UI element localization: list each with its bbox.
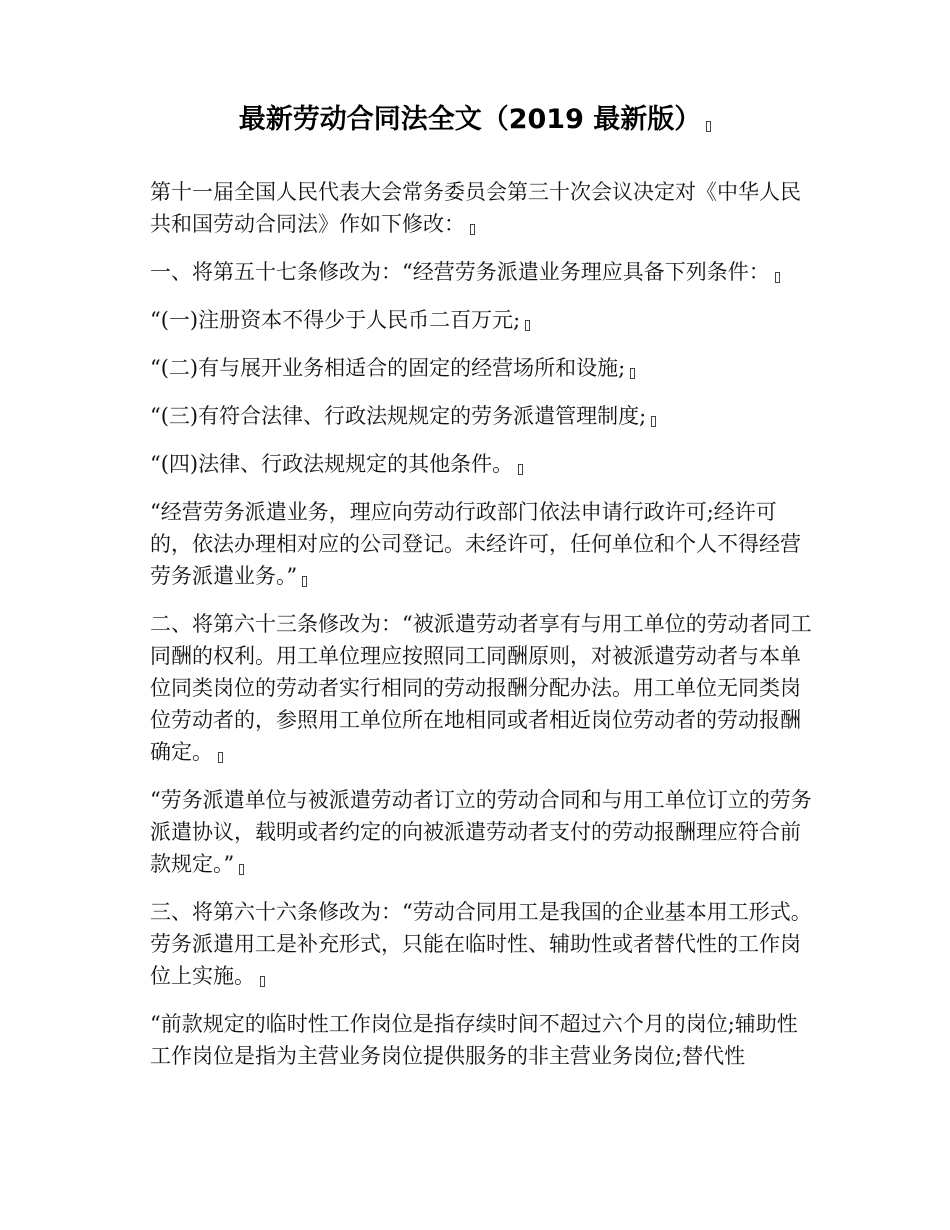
paragraph-text: “(二)有与展开业务相适合的固定的经营场所和设施; xyxy=(150,356,626,380)
paragraph-text: 一、将第五十七条修改为：“经营劳务派遣业务理应具备下列条件： xyxy=(150,260,770,284)
paragraph xyxy=(140,352,812,384)
paragraph-mark-icon xyxy=(239,864,244,875)
document-title xyxy=(0,100,950,140)
paragraph-mark-icon xyxy=(260,976,265,987)
paragraph xyxy=(140,400,812,432)
paragraph xyxy=(140,448,812,480)
paragraph xyxy=(140,176,812,240)
paragraph-mark-icon xyxy=(775,272,780,283)
paragraph-text: 三、将第六十六条修改为：“劳动合同用工是我国的企业基本用工形式。劳务派遣用工是补充形式，只能在临时性、辅助性或者替代性的工作岗位上实施。 xyxy=(150,900,812,988)
paragraph-mark-icon xyxy=(630,368,635,379)
paragraph-text: “(一)注册资本不得少于人民币二百万元; xyxy=(150,308,521,332)
paragraph xyxy=(140,256,812,288)
document-title-text: 最新劳动合同法全文（2019 最新版） xyxy=(238,104,702,135)
paragraph-mark-icon xyxy=(706,121,711,132)
paragraph xyxy=(140,784,812,880)
paragraph-mark-icon xyxy=(470,224,475,235)
paragraph-text: “经营劳务派遣业务，理应向劳动行政部门依法申请行政许可;经许可的，依法办理相对应的公司登记。未经许可，任何单位和个人不得经营劳务派遣业务。” xyxy=(150,500,801,588)
paragraph-text: “劳务派遣单位与被派遣劳动者订立的劳动合同和与用工单位订立的劳务派遣协议，载明或者约定的向被派遣劳动者支付的劳动报酬理应符合前款规定。” xyxy=(150,788,812,876)
paragraph-text: 二、将第六十三条修改为：“被派遣劳动者享有与用工单位的劳动者同工同酬的权利。用工单位理应按照同工同酬原则，对被派遣劳动者与本单位同类岗位的劳动者实行相同的劳动报酬分配办法。用工单位无同类岗位劳动者的，参照用工单位所在地相同或者相近岗位劳动者的劳动报酬确定。 xyxy=(150,612,812,764)
document-body xyxy=(140,176,812,1088)
paragraph-mark-icon xyxy=(218,752,223,763)
paragraph xyxy=(140,304,812,336)
paragraph-text: “(三)有符合法律、行政法规规定的劳务派遣管理制度; xyxy=(150,404,647,428)
paragraph-text: 第十一届全国人民代表大会常务委员会第三十次会议决定对《中华人民共和国劳动合同法》作如下修改： xyxy=(150,180,801,236)
paragraph xyxy=(140,496,812,592)
paragraph-text: “前款规定的临时性工作岗位是指存续时间不超过六个月的岗位;辅助性工作岗位是指为主营业务岗位提供服务的非主营业务岗位;替代性 xyxy=(150,1012,798,1068)
paragraph-mark-icon xyxy=(518,464,523,475)
paragraph-text: “(四)法律、行政法规规定的其他条件。 xyxy=(150,452,514,476)
paragraph xyxy=(140,608,812,768)
paragraph xyxy=(140,896,812,992)
paragraph xyxy=(140,1008,812,1072)
paragraph-mark-icon xyxy=(525,320,530,331)
paragraph-mark-icon xyxy=(302,576,307,587)
paragraph-mark-icon xyxy=(651,416,656,427)
